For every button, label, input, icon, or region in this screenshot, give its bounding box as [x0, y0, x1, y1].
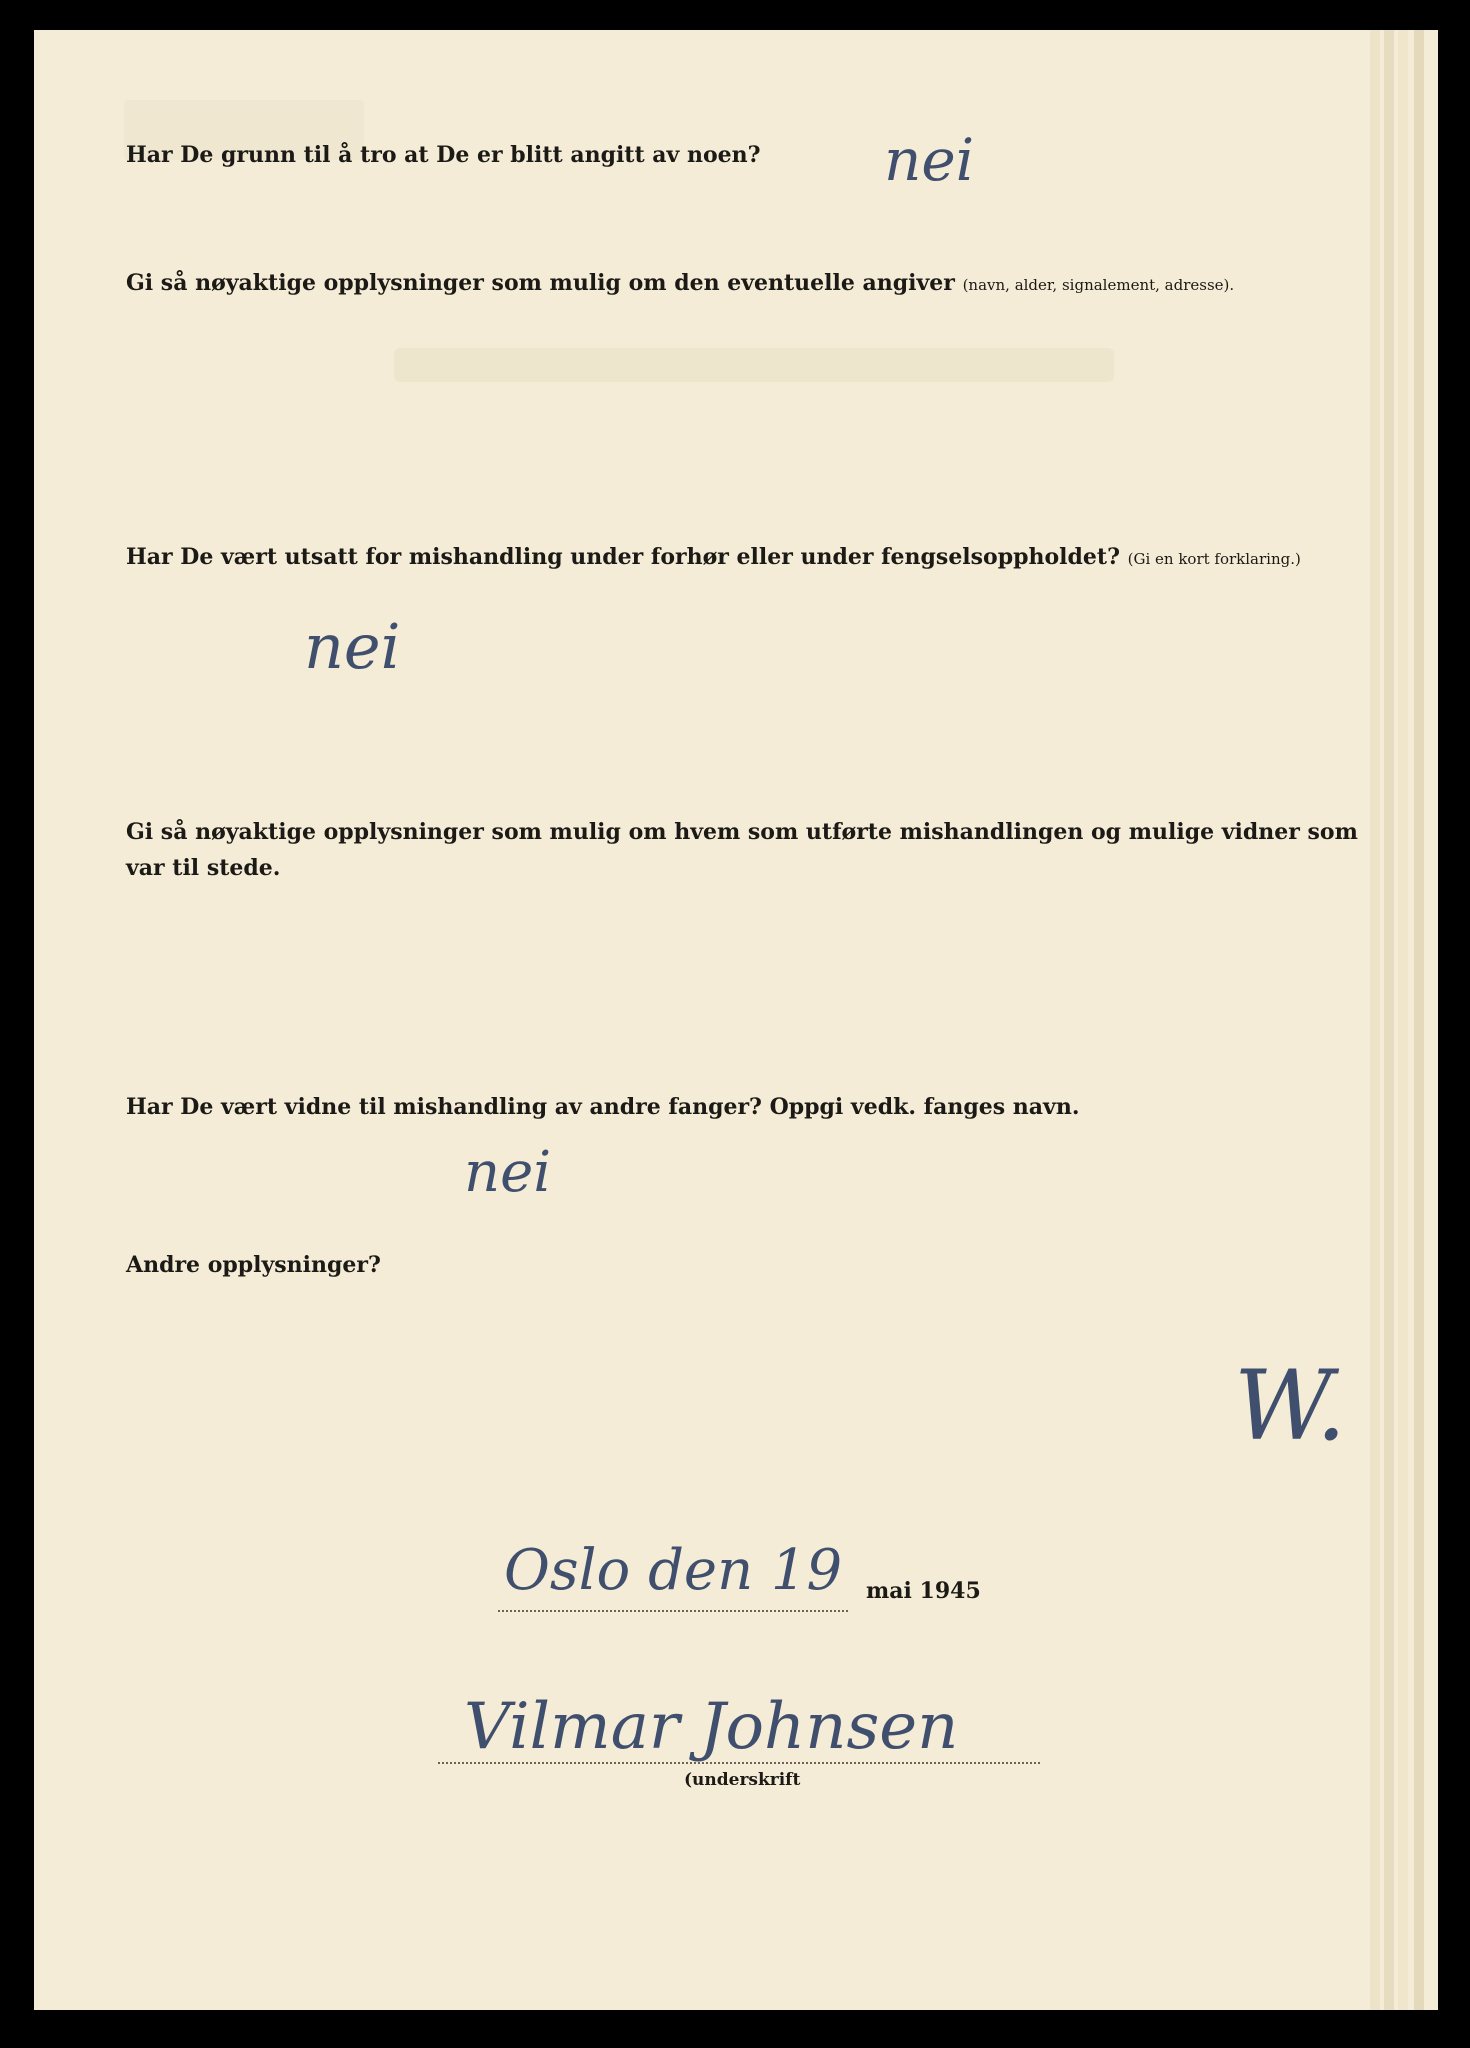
- question-hvem-utforte: Gi så nøyaktige opplysninger som mulig om hvem som utførte mishandlingen og mulige vidner som var til stede.: [126, 819, 1358, 881]
- signature-label: (underskrift: [684, 1770, 801, 1790]
- question-angiver-note: (navn, alder, signalement, adresse).: [962, 276, 1235, 294]
- question-angiver-details: [126, 270, 1234, 296]
- page-edge-strip: [1370, 30, 1380, 2010]
- answer-angitt: nei: [884, 126, 975, 194]
- place-date-handwritten: Oslo den 19: [504, 1538, 843, 1603]
- document-page: [34, 30, 1438, 2010]
- answer-mishandling: nei: [304, 610, 401, 683]
- signature-handwritten: Vilmar Johnsen: [464, 1690, 959, 1764]
- place-date-dotted-line: [498, 1610, 848, 1612]
- question-andre-opplysninger: Andre opplysninger?: [126, 1252, 381, 1278]
- signature-dotted-line: [438, 1762, 1040, 1764]
- bleed-through-mark: [394, 348, 1114, 382]
- question-mishandling-text: Har De vært utsatt for mishandling under forhør eller under fengselsoppholdet?: [126, 544, 1120, 570]
- month-year: mai 1945: [866, 1578, 981, 1604]
- question-mishandling: [126, 544, 1301, 570]
- answer-vidne: nei: [464, 1140, 552, 1205]
- page-edge-strip: [1414, 30, 1424, 2010]
- question-angiver-text: Gi så nøyaktige opplysninger som mulig om den eventuelle angiver: [126, 270, 955, 296]
- page-edge-strip: [1384, 30, 1394, 2010]
- question-mishandling-note: (Gi en kort forklaring.): [1127, 550, 1301, 568]
- question-vidne: Har De vært vidne til mishandling av andre fanger? Oppgi vedk. fanges navn.: [126, 1094, 1080, 1120]
- page-edge-strip: [1398, 30, 1408, 2010]
- initial-mark: W.: [1234, 1350, 1347, 1462]
- question-angitt: Har De grunn til å tro at De er blitt angitt av noen?: [126, 142, 761, 168]
